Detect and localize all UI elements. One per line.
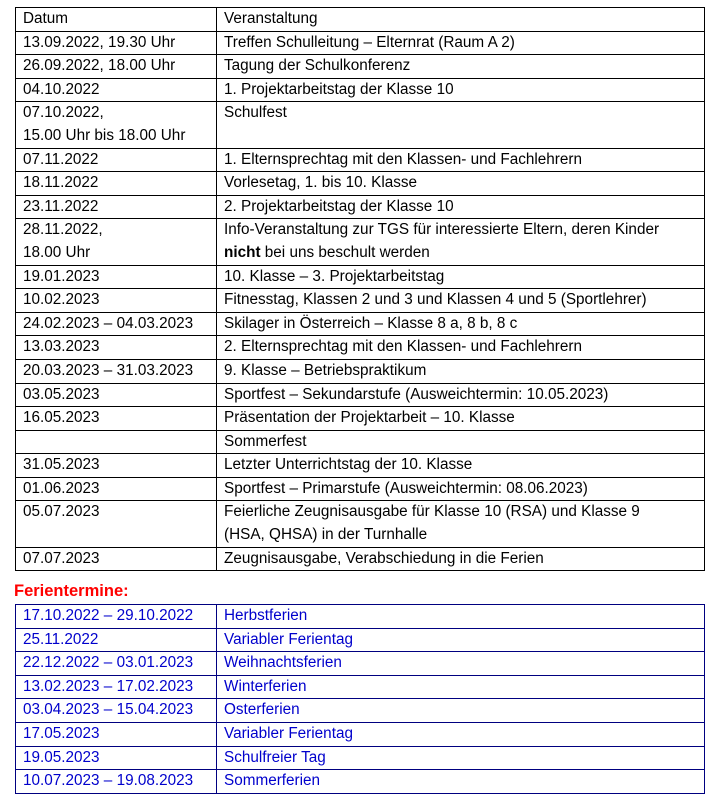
event-title: Treffen Schulleitung – Elternrat (Raum A 2) bbox=[217, 31, 705, 55]
event-date: 03.05.2023 bbox=[16, 383, 217, 407]
event-title: Fitnesstag, Klassen 2 und 3 und Klassen 4 und 5 (Sportlehrer) bbox=[217, 289, 705, 313]
event-date: 20.03.2023 – 31.03.2023 bbox=[16, 359, 217, 383]
event-title: Skilager in Österreich – Klasse 8 a, 8 b, 8 c bbox=[217, 312, 705, 336]
table-row bbox=[16, 289, 705, 313]
table-row bbox=[16, 454, 705, 478]
table-row bbox=[16, 605, 705, 629]
table-row bbox=[16, 172, 705, 196]
holiday-date: 17.05.2023 bbox=[16, 722, 217, 746]
event-title: 2. Elternsprechtag mit den Klassen- und Fachlehrern bbox=[217, 336, 705, 360]
table-row bbox=[16, 195, 705, 219]
table-row bbox=[16, 547, 705, 571]
table-row bbox=[16, 675, 705, 699]
event-date: 01.06.2023 bbox=[16, 477, 217, 501]
event-title-rest: bei uns beschult werden bbox=[260, 243, 430, 261]
event-date-line: 28.11.2022, bbox=[23, 221, 103, 239]
event-date-line: 18.00 Uhr bbox=[23, 243, 91, 261]
event-date: 07.07.2023 bbox=[16, 547, 217, 571]
table-row bbox=[16, 770, 705, 794]
holiday-title: Winterferien bbox=[217, 675, 705, 699]
event-title: Schulfest bbox=[217, 102, 705, 148]
event-title: 1. Projektarbeitstag der Klasse 10 bbox=[217, 78, 705, 102]
event-date: 23.11.2022 bbox=[16, 195, 217, 219]
event-title: Sportfest – Sekundarstufe (Ausweichtermin: 10.05.2023) bbox=[217, 383, 705, 407]
table-row bbox=[16, 148, 705, 172]
event-date-line: 15.00 Uhr bis 18.00 Uhr bbox=[23, 126, 186, 144]
event-title: Vorlesetag, 1. bis 10. Klasse bbox=[217, 172, 705, 196]
event-title: Sommerfest bbox=[217, 430, 705, 454]
event-date bbox=[16, 219, 217, 265]
column-header-date: Datum bbox=[16, 8, 217, 32]
event-date bbox=[16, 430, 217, 454]
table-row bbox=[16, 336, 705, 360]
table-row bbox=[16, 477, 705, 501]
table-row bbox=[16, 652, 705, 676]
event-date: 13.09.2022, 19.30 Uhr bbox=[16, 31, 217, 55]
event-date-line: 07.10.2022, bbox=[23, 104, 104, 122]
event-title: Zeugnisausgabe, Verabschiedung in die Ferien bbox=[217, 547, 705, 571]
table-row bbox=[16, 501, 705, 547]
holiday-date: 19.05.2023 bbox=[16, 746, 217, 770]
table-row bbox=[16, 219, 705, 265]
event-title: Letzter Unterrichtstag der 10. Klasse bbox=[217, 454, 705, 478]
event-date: 24.02.2023 – 04.03.2023 bbox=[16, 312, 217, 336]
event-date: 26.09.2022, 18.00 Uhr bbox=[16, 55, 217, 79]
holiday-title: Weihnachtsferien bbox=[217, 652, 705, 676]
holiday-title: Sommerferien bbox=[217, 770, 705, 794]
event-date: 04.10.2022 bbox=[16, 78, 217, 102]
holidays-heading: Ferientermine: bbox=[14, 582, 129, 600]
event-title bbox=[217, 219, 705, 265]
table-row bbox=[16, 746, 705, 770]
holiday-date: 22.12.2022 – 03.01.2023 bbox=[16, 652, 217, 676]
holiday-date: 13.02.2023 – 17.02.2023 bbox=[16, 675, 217, 699]
column-header-event: Veranstaltung bbox=[217, 8, 705, 32]
event-title bbox=[217, 501, 705, 547]
table-row bbox=[16, 383, 705, 407]
event-date: 13.03.2023 bbox=[16, 336, 217, 360]
event-date: 07.11.2022 bbox=[16, 148, 217, 172]
table-row bbox=[16, 407, 705, 431]
event-title: 2. Projektarbeitstag der Klasse 10 bbox=[217, 195, 705, 219]
event-date bbox=[16, 102, 217, 148]
table-row bbox=[16, 102, 705, 148]
event-title: 1. Elternsprechtag mit den Klassen- und Fachlehrern bbox=[217, 148, 705, 172]
event-title: Sportfest – Primarstufe (Ausweichtermin: 08.06.2023) bbox=[217, 477, 705, 501]
table-row bbox=[16, 312, 705, 336]
event-title-line: Info-Veranstaltung zur TGS für interessierte Eltern, deren Kinder bbox=[224, 221, 660, 239]
event-date: 18.11.2022 bbox=[16, 172, 217, 196]
table-row bbox=[16, 628, 705, 652]
event-title: Tagung der Schulkonferenz bbox=[217, 55, 705, 79]
event-title-line: (HSA, QHSA) in der Turnhalle bbox=[224, 526, 428, 544]
events-table bbox=[15, 7, 705, 571]
emphasis-text: nicht bbox=[224, 243, 261, 261]
table-header-row bbox=[16, 8, 705, 32]
holiday-date: 10.07.2023 – 19.08.2023 bbox=[16, 770, 217, 794]
table-row bbox=[16, 265, 705, 289]
holiday-date: 17.10.2022 – 29.10.2022 bbox=[16, 605, 217, 629]
table-row bbox=[16, 722, 705, 746]
event-date: 05.07.2023 bbox=[16, 501, 217, 547]
event-date: 31.05.2023 bbox=[16, 454, 217, 478]
holiday-title: Herbstferien bbox=[217, 605, 705, 629]
event-date: 16.05.2023 bbox=[16, 407, 217, 431]
event-title: Präsentation der Projektarbeit – 10. Klasse bbox=[217, 407, 705, 431]
holiday-title: Schulfreier Tag bbox=[217, 746, 705, 770]
table-row bbox=[16, 430, 705, 454]
event-date: 10.02.2023 bbox=[16, 289, 217, 313]
table-row bbox=[16, 55, 705, 79]
holiday-date: 03.04.2023 – 15.04.2023 bbox=[16, 699, 217, 723]
table-row bbox=[16, 78, 705, 102]
table-row bbox=[16, 31, 705, 55]
holiday-title: Variabler Ferientag bbox=[217, 722, 705, 746]
holiday-title: Osterferien bbox=[217, 699, 705, 723]
holiday-date: 25.11.2022 bbox=[16, 628, 217, 652]
holiday-title: Variabler Ferientag bbox=[217, 628, 705, 652]
event-title: 9. Klasse – Betriebspraktikum bbox=[217, 359, 705, 383]
event-date: 19.01.2023 bbox=[16, 265, 217, 289]
holidays-table bbox=[15, 604, 705, 794]
table-row bbox=[16, 359, 705, 383]
event-title: 10. Klasse – 3. Projektarbeitstag bbox=[217, 265, 705, 289]
table-row bbox=[16, 699, 705, 723]
event-title-line: Feierliche Zeugnisausgabe für Klasse 10 (RSA) und Klasse 9 bbox=[224, 503, 640, 521]
